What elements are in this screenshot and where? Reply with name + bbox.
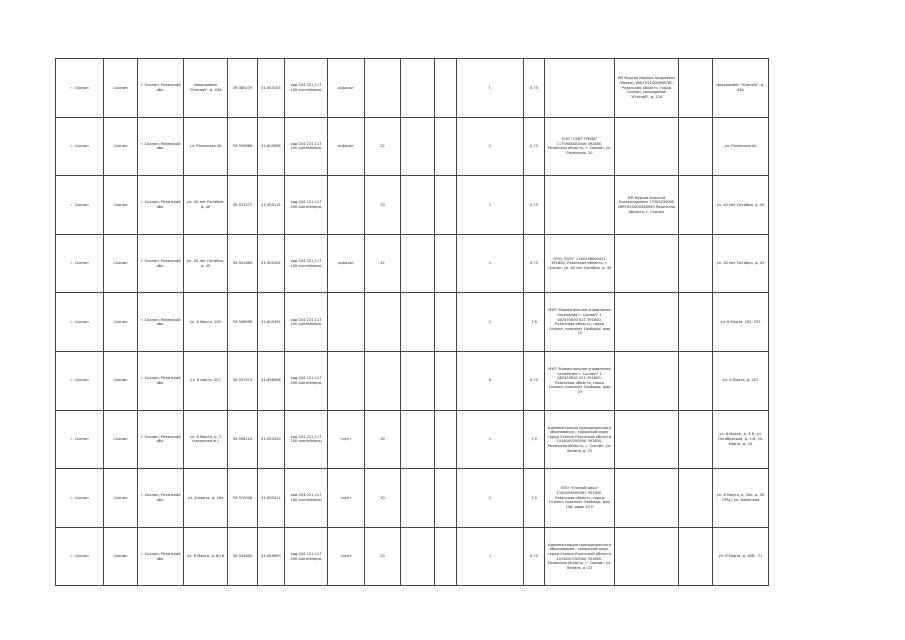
table-cell: 39.339886 — [228, 117, 258, 176]
table-cell: 39.334602 — [228, 527, 258, 586]
table-cell: 22 — [365, 117, 401, 176]
table-cell: 7, — [457, 59, 524, 118]
table-cell — [328, 351, 365, 410]
table-cell: г. Скопин, Рязанской обл. — [138, 234, 184, 293]
table-cell: 0,75 — [524, 234, 545, 293]
table-cell — [435, 293, 457, 352]
table-cell: ИП Фурсов Кирилл Андреевич (Ромка), ИНН 621400998780, Рязанская область, город Скопин, микрорайон "Южный", д. 12А — [615, 59, 679, 118]
table-cell — [401, 293, 435, 352]
table-cell — [679, 117, 713, 176]
table-cell — [679, 234, 713, 293]
table-cell: Скопин — [104, 59, 138, 118]
table-cell: 20 — [365, 527, 401, 586]
table-cell — [545, 59, 615, 118]
table-cell — [679, 469, 713, 528]
table-cell: 39.385279 — [228, 59, 258, 118]
table-cell — [615, 293, 679, 352]
table-cell — [435, 234, 457, 293]
table-cell: г. Скопин, Рязанской обл. — [138, 527, 184, 586]
table-cell: Скопин — [104, 293, 138, 352]
table-cell: код 204 221 117 100 контейнеры — [285, 117, 328, 176]
table-cell: 1 — [457, 234, 524, 293]
table-cell: ул. 8 Марта, д. 207 — [713, 351, 769, 410]
table-row — [56, 117, 769, 176]
table-row — [56, 59, 769, 118]
table-cell: 41.690411 — [258, 469, 285, 528]
table-cell — [401, 410, 435, 469]
table-cell — [401, 469, 435, 528]
table-cell: код 204 221 117 100 контейнеры — [285, 293, 328, 352]
table-cell: Скопин — [104, 234, 138, 293]
table-cell: Администрация муниципального образования - городской округ город Скопин Рязанской области 1026200700000 391800, Рязанская область, г. Скопин, ул. Ленина, д. 22 — [545, 527, 615, 586]
table-cell: 1 — [457, 469, 524, 528]
table-cell: ул. Рязанская 40 — [713, 117, 769, 176]
table-cell — [435, 117, 457, 176]
table-cell: 41.698508 — [258, 351, 285, 410]
table-cell — [401, 351, 435, 410]
table-cell: грунт — [328, 527, 365, 586]
table-cell — [435, 59, 457, 118]
table-cell: код 204 221 117 100 контейнеры — [285, 469, 328, 528]
table-cell — [615, 117, 679, 176]
table-cell: ул. 8 Марта, д. 60 б — [184, 527, 228, 586]
table-cell: 0,75 — [524, 351, 545, 410]
table-row — [56, 176, 769, 235]
table-cell: 41.603098 — [258, 117, 285, 176]
table-cell — [615, 469, 679, 528]
table-cell: микрорайон "Южный", д. 43А — [184, 59, 228, 118]
table-cell — [365, 351, 401, 410]
table-cell: 30 — [365, 410, 401, 469]
table-row — [56, 234, 769, 293]
table-cell: МУП "Коммунальное управление поселения г. Скопин" 1 087453000 021 391800, Рязанская область, город Скопин, проспект Свободы, дом 19 — [545, 293, 615, 352]
table-cell: асфальт — [328, 59, 365, 118]
table-cell: 7,0 — [524, 410, 545, 469]
table-cell: 39.353272 — [228, 176, 258, 235]
table-cell: 41.900104 — [258, 234, 285, 293]
table-cell: 41.659699 — [258, 527, 285, 586]
table-cell: ул. 8 Марта, 205 — [184, 293, 228, 352]
table-cell: ул. 8 марта, д. 26а — [184, 469, 228, 528]
table-cell: 1 — [457, 176, 524, 235]
table-cell: 22 — [365, 234, 401, 293]
table-cell — [435, 176, 457, 235]
table-cell: г. Скопин, Рязанской обл. — [138, 117, 184, 176]
table-cell: код 204 221 117 100 контейнеры — [285, 234, 328, 293]
table-cell: код 204 221 117 100 контейнеры — [285, 410, 328, 469]
table-cell: г. Скопин — [56, 117, 104, 176]
table-cell: г. Скопин — [56, 234, 104, 293]
table-cell: г. Скопин, Рязанской обл. — [138, 410, 184, 469]
table-cell: 39.370008 — [228, 469, 258, 528]
table-cell: 41.600451 — [258, 293, 285, 352]
table-row — [56, 351, 769, 410]
table-cell: ООО "СЕВТ ТРЕЙД" 1175958000446 391800, Рязанская область, г. Скопин, ул. Рязанская, 20 — [545, 117, 615, 176]
table-cell: МУП "Коммунальное управление поселения г. Скопин" 1 087453000 021 391800, Рязанская область, город Скопин, проспект Свободы, дом 19 — [545, 351, 615, 410]
table-cell: ул. 8 Марта, 205, 207 — [713, 293, 769, 352]
table-cell: ИП Фурсов Алексей Александрович 17350039000 ИНН 620400356940 Рязанская область, г. Скопин — [615, 176, 679, 235]
table-cell: код 204 221 117 100 контейнеры — [285, 176, 328, 235]
table-cell — [615, 234, 679, 293]
table-cell — [365, 293, 401, 352]
table-cell — [545, 176, 615, 235]
table-cell: 7,0 — [524, 469, 545, 528]
table-cell: ул. Рязанская 40 — [184, 117, 228, 176]
table-cell — [435, 351, 457, 410]
table-cell: 7,6 — [524, 293, 545, 352]
table-cell: ул. 40 лет Октября, д. 49 — [184, 234, 228, 293]
table-row — [56, 527, 769, 586]
table-cell: г. Скопин, Рязанской обл. — [138, 176, 184, 235]
table-cell — [615, 527, 679, 586]
table-cell: ул. 40 лет Октября, д. 49 — [713, 176, 769, 235]
table-cell — [679, 527, 713, 586]
table-cell: 0,75 — [524, 117, 545, 176]
table-cell: Администрация муниципального образования - городской округ город Скопин Рязанской области 1026200700000 391800, Рязанская область, г. Скопин, ул. Ленина, д. 22 — [545, 410, 615, 469]
table-cell — [401, 234, 435, 293]
table-cell — [615, 410, 679, 469]
table-cell: ул. 8 марта, 207 — [184, 351, 228, 410]
table-cell — [679, 176, 713, 235]
table-cell — [365, 59, 401, 118]
table-row — [56, 293, 769, 352]
table-cell: г. Скопин — [56, 351, 104, 410]
table-cell: Скопин — [104, 410, 138, 469]
table-cell: 39.398114 — [228, 410, 258, 469]
table-cell — [435, 527, 457, 586]
table-cell: 0,75 — [524, 176, 545, 235]
table-cell: 1 — [457, 527, 524, 586]
table-cell: ООО "Южный двор" 1160258000081 391800, Рязанская область, город Скопин, проспект Свободы, дом 106, офис 10 Н — [545, 469, 615, 528]
table-cell: Скопин — [104, 117, 138, 176]
table-cell: 0,75 — [524, 527, 545, 586]
table-cell — [679, 59, 713, 118]
table-cell: ул. 8 Марта, д. 26а, д. 35 (ТРЦ), ул. Каменная — [713, 469, 769, 528]
table-cell: грунт — [328, 469, 365, 528]
table-cell: ул. 8 Марта, д. 3-6, ул. Октябрьская, д. 1-6, ул. Марта, д. 20 — [713, 410, 769, 469]
register-table — [55, 58, 769, 586]
table-cell: г. Скопин, Рязанской обл. — [138, 59, 184, 118]
table-cell — [615, 351, 679, 410]
table-cell: ул. 8 Марта, д. 60б - 71 — [713, 527, 769, 586]
table-cell: Скопин — [104, 176, 138, 235]
table-cell: г. Скопин — [56, 527, 104, 586]
table-row — [56, 410, 769, 469]
table-cell: 6 — [457, 351, 524, 410]
table-cell — [401, 59, 435, 118]
table-cell: ул. 8 Марта, д. 2 (гаражная ж.) — [184, 410, 228, 469]
table-cell — [679, 293, 713, 352]
table-cell: грунт — [328, 410, 365, 469]
table-cell: код 204 221 117 100 контейнеры — [285, 527, 328, 586]
table-cell — [435, 469, 457, 528]
table-cell: 1 — [457, 117, 524, 176]
table-cell: ул. 40 лет Октября, д. 49 — [184, 176, 228, 235]
table-cell — [435, 410, 457, 469]
table-row — [56, 469, 769, 528]
table-cell — [401, 117, 435, 176]
table-cell: 39.348998 — [228, 293, 258, 352]
table-cell: 39.357973 — [228, 351, 258, 410]
table-cell: 0,75 — [524, 59, 545, 118]
table-cell: асфальт — [328, 117, 365, 176]
table-cell: г. Скопин — [56, 469, 104, 528]
table-cell: г. Скопин — [56, 293, 104, 352]
table-cell: асфальт — [328, 234, 365, 293]
table-cell: 41.650520 — [258, 410, 285, 469]
table-cell: 30 — [365, 469, 401, 528]
table-cell: г. Скопин, Рязанской обл. — [138, 351, 184, 410]
table-cell: г. Скопин — [56, 59, 104, 118]
table-cell: 41.900115 — [258, 176, 285, 235]
table-cell: г. Скопин — [56, 176, 104, 235]
table-cell: Скопин — [104, 527, 138, 586]
table-cell — [401, 176, 435, 235]
table-cell — [679, 351, 713, 410]
table-cell: 1 — [457, 410, 524, 469]
table-cell: г. Скопин, Рязанской обл. — [138, 293, 184, 352]
table-cell: г. Скопин, Рязанской обл. — [138, 469, 184, 528]
table-cell — [401, 527, 435, 586]
table-cell: код 204 221 117 100 контейнеры — [285, 351, 328, 410]
table-cell: микрорайон "Южный", д. 43А — [713, 59, 769, 118]
table-cell: ул. 40 лет Октября, д. 49 — [713, 234, 769, 293]
table-cell: код 204 221 117 100 контейнеры — [285, 59, 328, 118]
table-cell: 39.352669 — [228, 234, 258, 293]
table-cell: 1 — [457, 293, 524, 352]
table-cell: Скопин — [104, 469, 138, 528]
table-cell: г. Скопин — [56, 410, 104, 469]
table-cell — [679, 410, 713, 469]
table-cell: 23 — [365, 176, 401, 235]
table-cell — [328, 293, 365, 352]
table-cell — [328, 176, 365, 235]
table-cell: Скопин — [104, 351, 138, 410]
table-body — [56, 59, 769, 586]
table-cell: 41.653103 — [258, 59, 285, 118]
table-cell: ООО "ООО" 1160258000411 391800, Рязанская область, г. Скопин, ул. 40 лет Октября, д. 49 — [545, 234, 615, 293]
